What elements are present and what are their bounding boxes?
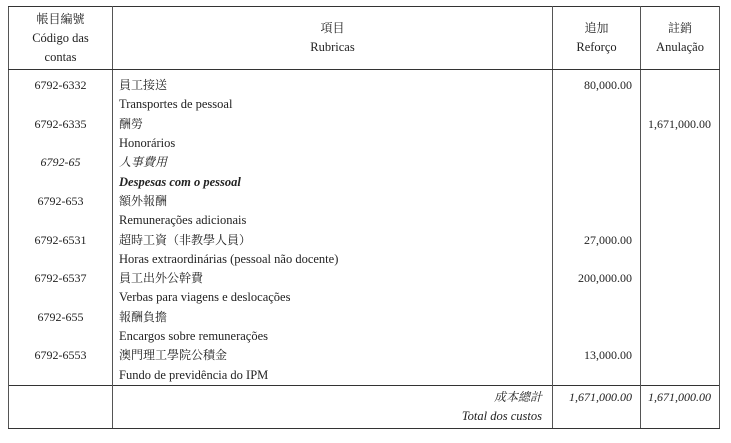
header-reinforcement-pt: Reforço: [576, 40, 617, 54]
header-reinforcement-zh: 追加: [584, 21, 609, 35]
rubric-zh: 超時工資（非教學人員）: [113, 230, 553, 249]
header-rubric: [113, 7, 553, 70]
rubric-zh: 員工接送: [113, 70, 553, 96]
reinforcement-amount: 13,000.00: [553, 346, 641, 365]
account-code: 6792-6553: [9, 346, 113, 365]
rubric-pt: Despesas com o pessoal: [113, 172, 553, 191]
header-reinforcement: [553, 7, 641, 70]
table-row: [9, 192, 720, 211]
total-label: [113, 385, 553, 428]
annulment-amount: [641, 153, 720, 172]
table-row-pt: [9, 327, 720, 346]
rubric-zh: 報酬負擔: [113, 308, 553, 327]
annulment-amount: [641, 192, 720, 211]
table-row: [9, 70, 720, 96]
rubric-pt: Transportes de pessoal: [113, 95, 553, 114]
table-row-pt: [9, 250, 720, 269]
table-row-group: [9, 153, 720, 172]
account-code: 6792-653: [9, 192, 113, 211]
header-code-zh: 帳目編號: [36, 11, 85, 26]
rubric-pt: Fundo de previdência do IPM: [113, 365, 553, 385]
table-row: [9, 308, 720, 327]
account-code: 6792-6531: [9, 230, 113, 249]
table-header-row: [9, 7, 720, 70]
budget-table: [8, 6, 720, 429]
rubric-pt: Honorários: [113, 134, 553, 153]
table-row: [9, 269, 720, 288]
reinforcement-amount: 27,000.00: [553, 230, 641, 249]
rubric-zh: 澳門理工學院公積金: [113, 346, 553, 365]
account-code: 6792-6335: [9, 115, 113, 134]
total-row: [9, 385, 720, 428]
account-code: 6792-655: [9, 308, 113, 327]
total-label-pt: Total dos custos: [461, 408, 542, 423]
table-row-pt: [9, 211, 720, 230]
rubric-zh: 額外報酬: [113, 192, 553, 211]
reinforcement-amount: [553, 192, 641, 211]
table-row: [9, 230, 720, 249]
rubric-zh: 員工出外公幹費: [113, 269, 553, 288]
table-row-pt: [9, 365, 720, 385]
total-reinforcement: 1,671,000.00: [553, 385, 641, 428]
header-rubric-pt: Rubricas: [310, 40, 355, 54]
annulment-amount: [641, 70, 720, 96]
rubric-pt: Remunerações adicionais: [113, 211, 553, 230]
rubric-zh: 酬勞: [113, 115, 553, 134]
rubric-zh: 人事費用: [113, 153, 553, 172]
reinforcement-amount: [553, 308, 641, 327]
table-row-pt: [9, 288, 720, 307]
table-row-pt: [9, 134, 720, 153]
header-annulment: [641, 7, 720, 70]
total-label-zh: 成本總計: [493, 389, 542, 404]
header-annulment-zh: 註銷: [667, 21, 692, 35]
table-row-pt: [9, 172, 720, 191]
rubric-pt: Horas extraordinárias (pessoal não docente): [113, 250, 553, 269]
account-code: 6792-65: [9, 153, 113, 172]
reinforcement-amount: [553, 153, 641, 172]
annulment-amount: [641, 346, 720, 365]
annulment-amount: [641, 269, 720, 288]
rubric-pt: Verbas para viagens e deslocações: [113, 288, 553, 307]
annulment-amount: [641, 230, 720, 249]
table-row-pt: [9, 95, 720, 114]
header-code: [9, 7, 113, 70]
total-annulment: 1,671,000.00: [641, 385, 720, 428]
header-rubric-zh: 項目: [320, 21, 345, 35]
account-code: 6792-6332: [9, 70, 113, 96]
table-row: [9, 346, 720, 365]
annulment-amount: [641, 308, 720, 327]
reinforcement-amount: [553, 115, 641, 134]
annulment-amount: 1,671,000.00: [641, 115, 720, 134]
reinforcement-amount: 80,000.00: [553, 70, 641, 96]
table-row: [9, 115, 720, 134]
rubric-pt: Encargos sobre remunerações: [113, 327, 553, 346]
reinforcement-amount: 200,000.00: [553, 269, 641, 288]
header-code-pt: Código das contas: [32, 30, 89, 64]
header-annulment-pt: Anulação: [656, 40, 704, 54]
account-code: 6792-6537: [9, 269, 113, 288]
